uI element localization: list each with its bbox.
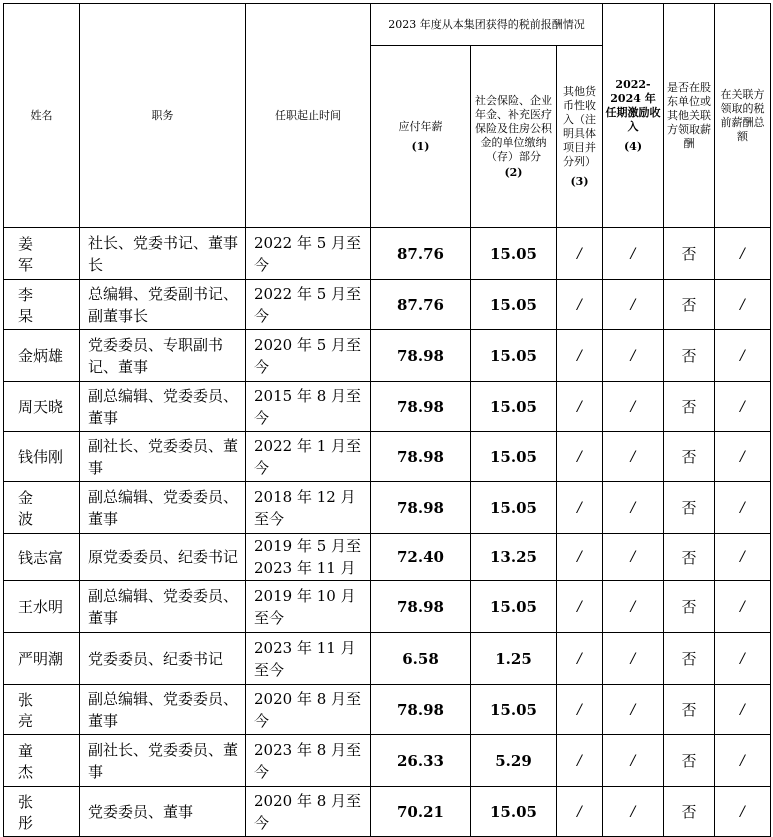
row-role: 原党委委员、纪委书记 [80, 534, 246, 581]
header-incentive [603, 4, 664, 228]
row-other: / [557, 432, 603, 482]
row-other: / [557, 735, 603, 787]
header-other [557, 46, 603, 228]
header-social-label: 社会保险、企业年金、补充医疗保险及住房公积金的单位缴纳（存）部分 [475, 93, 552, 163]
header-name: 姓名 [4, 4, 80, 228]
row-name: 张 亮 [4, 685, 80, 735]
row-other: / [557, 382, 603, 432]
row-name: 周天晓 [4, 382, 80, 432]
row-shareholder: 否 [664, 735, 715, 787]
row-incentive: / [603, 482, 664, 534]
row-related: / [715, 787, 771, 837]
row-other: / [557, 280, 603, 330]
row-salary: 6.58 [371, 633, 471, 685]
row-term: 2018 年 12 月至今 [246, 482, 371, 534]
compensation-table [3, 3, 771, 837]
row-shareholder: 否 [664, 228, 715, 280]
header-salary [371, 46, 471, 228]
table-row [4, 685, 771, 735]
row-salary: 26.33 [371, 735, 471, 787]
row-name: 金 波 [4, 482, 80, 534]
row-salary: 72.40 [371, 534, 471, 581]
row-role: 副总编辑、党委委员、董事 [80, 482, 246, 534]
header-shareholder: 是否在股东单位或其他关联方领取薪酬 [664, 4, 715, 228]
row-other: / [557, 787, 603, 837]
row-related: / [715, 534, 771, 581]
row-shareholder: 否 [664, 787, 715, 837]
row-incentive: / [603, 382, 664, 432]
table-row [4, 330, 771, 382]
row-role: 党委委员、董事 [80, 787, 246, 837]
row-incentive: / [603, 280, 664, 330]
row-name: 童 杰 [4, 735, 80, 787]
table-row [4, 534, 771, 581]
table-row [4, 735, 771, 787]
row-shareholder: 否 [664, 685, 715, 735]
table-row [4, 482, 771, 534]
row-role: 副总编辑、党委委员、董事 [80, 685, 246, 735]
row-incentive: / [603, 330, 664, 382]
row-role: 党委委员、专职副书记、董事 [80, 330, 246, 382]
row-name: 金炳雄 [4, 330, 80, 382]
table-row [4, 432, 771, 482]
row-incentive: / [603, 432, 664, 482]
row-role: 副社长、党委委员、董事 [80, 432, 246, 482]
row-other: / [557, 228, 603, 280]
row-shareholder: 否 [664, 581, 715, 633]
row-term: 2020 年 5 月至今 [246, 330, 371, 382]
header-salary-label: 应付年薪 [398, 119, 443, 133]
row-other: / [557, 330, 603, 382]
header-salary-num: (1) [411, 139, 430, 153]
row-role: 副总编辑、党委委员、董事 [80, 382, 246, 432]
row-social: 15.05 [471, 482, 557, 534]
table-row [4, 581, 771, 633]
table-row [4, 787, 771, 837]
row-salary: 78.98 [371, 330, 471, 382]
table-row [4, 228, 771, 280]
row-term: 2019 年 5 月至 2023 年 11 月 [246, 534, 371, 581]
row-term: 2022 年 5 月至今 [246, 280, 371, 330]
row-incentive: / [603, 534, 664, 581]
row-term: 2023 年 11 月至今 [246, 633, 371, 685]
row-incentive: / [603, 581, 664, 633]
row-role: 社长、党委书记、董事长 [80, 228, 246, 280]
row-social: 5.29 [471, 735, 557, 787]
row-term: 2022 年 1 月至今 [246, 432, 371, 482]
row-social: 15.05 [471, 280, 557, 330]
row-social: 15.05 [471, 330, 557, 382]
row-shareholder: 否 [664, 534, 715, 581]
table-body [4, 228, 771, 837]
row-salary: 78.98 [371, 432, 471, 482]
row-related: / [715, 685, 771, 735]
header-role: 职务 [80, 4, 246, 228]
row-social: 15.05 [471, 432, 557, 482]
header-incentive-label: 2022-2024 年任期激励收入 [605, 77, 661, 133]
row-role: 党委委员、纪委书记 [80, 633, 246, 685]
row-name: 严明潮 [4, 633, 80, 685]
row-name: 钱伟刚 [4, 432, 80, 482]
row-social: 1.25 [471, 633, 557, 685]
row-related: / [715, 581, 771, 633]
row-other: / [557, 534, 603, 581]
row-salary: 78.98 [371, 482, 471, 534]
row-related: / [715, 482, 771, 534]
row-incentive: / [603, 633, 664, 685]
row-incentive: / [603, 787, 664, 837]
row-salary: 78.98 [371, 382, 471, 432]
row-role: 副总编辑、党委委员、董事 [80, 581, 246, 633]
row-term: 2020 年 8 月至今 [246, 685, 371, 735]
row-related: / [715, 633, 771, 685]
table-row [4, 382, 771, 432]
row-social: 15.05 [471, 228, 557, 280]
row-related: / [715, 330, 771, 382]
row-term: 2019 年 10 月至今 [246, 581, 371, 633]
row-incentive: / [603, 735, 664, 787]
row-salary: 78.98 [371, 581, 471, 633]
row-name: 张 彤 [4, 787, 80, 837]
row-name: 姜 军 [4, 228, 80, 280]
row-salary: 87.76 [371, 280, 471, 330]
row-social: 15.05 [471, 787, 557, 837]
row-related: / [715, 228, 771, 280]
row-salary: 78.98 [371, 685, 471, 735]
row-shareholder: 否 [664, 432, 715, 482]
row-social: 15.05 [471, 581, 557, 633]
row-name: 钱志富 [4, 534, 80, 581]
row-incentive: / [603, 685, 664, 735]
row-shareholder: 否 [664, 482, 715, 534]
row-shareholder: 否 [664, 633, 715, 685]
row-shareholder: 否 [664, 382, 715, 432]
header-social [471, 46, 557, 228]
row-term: 2020 年 8 月至今 [246, 787, 371, 837]
row-salary: 70.21 [371, 787, 471, 837]
row-term: 2023 年 8 月至今 [246, 735, 371, 787]
row-role: 总编辑、党委副书记、副董事长 [80, 280, 246, 330]
table-row [4, 280, 771, 330]
header-term: 任职起止时间 [246, 4, 371, 228]
row-related: / [715, 735, 771, 787]
row-name: 李 杲 [4, 280, 80, 330]
row-shareholder: 否 [664, 280, 715, 330]
row-shareholder: 否 [664, 330, 715, 382]
row-other: / [557, 482, 603, 534]
row-social: 13.25 [471, 534, 557, 581]
row-social: 15.05 [471, 685, 557, 735]
header-other-label: 其他货币性收入（注明具体项目并分列） [563, 84, 596, 168]
table-row [4, 633, 771, 685]
header-group: 2023 年度从本集团获得的税前报酬情况 [371, 4, 603, 46]
row-related: / [715, 432, 771, 482]
header-social-num: (2) [504, 165, 523, 179]
row-social: 15.05 [471, 382, 557, 432]
row-related: / [715, 382, 771, 432]
row-incentive: / [603, 228, 664, 280]
row-role: 副社长、党委委员、董事 [80, 735, 246, 787]
row-salary: 87.76 [371, 228, 471, 280]
row-related: / [715, 280, 771, 330]
header-other-num: (3) [570, 174, 589, 188]
row-other: / [557, 633, 603, 685]
row-term: 2015 年 8 月至今 [246, 382, 371, 432]
row-name: 王水明 [4, 581, 80, 633]
header-related: 在关联方领取的税前薪酬总额 [715, 4, 771, 228]
row-other: / [557, 581, 603, 633]
header-incentive-num: (4) [623, 139, 643, 153]
row-other: / [557, 685, 603, 735]
row-term: 2022 年 5 月至今 [246, 228, 371, 280]
